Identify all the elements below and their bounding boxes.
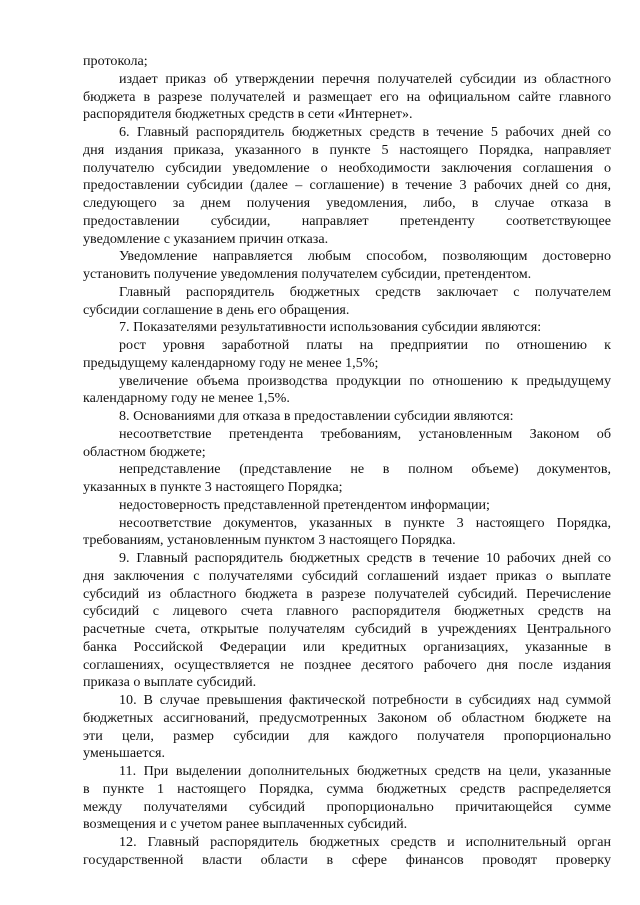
text-line: требованиям, установленным пунктом 3 настоящего Порядка. xyxy=(83,532,456,549)
text-line: 12. Главный распорядитель бюджетных средств и исполнительный орган xyxy=(119,834,611,850)
text-line: 6. Главный распорядитель бюджетных средств в течение 5 рабочих дней со xyxy=(119,124,611,140)
text-line: протокола; xyxy=(83,53,148,69)
text-line: государственной власти области в сфере финансов проводят проверку xyxy=(83,851,611,868)
text-line: предоставлении субсидии (далее – соглашение) в течение 3 рабочих дней со дня, xyxy=(83,177,611,194)
text-line: 11. При выделении дополнительных бюджетных средств на цели, указанные xyxy=(119,763,611,779)
text-line: распорядителя бюджетных средств в сети «Интернет». xyxy=(83,106,413,123)
text-line: получателю субсидии уведомление о необходимости заключения соглашения о xyxy=(83,159,611,176)
text-line: предоставлении субсидии, направляет претенденту соответствующее xyxy=(83,212,611,229)
paragraph xyxy=(83,71,611,124)
text-line: 9. Главный распорядитель бюджетных средств в течение 10 рабочих дней со xyxy=(119,550,611,566)
text-line: Главный распорядитель бюджетных средств заключает с получателем xyxy=(119,283,611,300)
paragraph xyxy=(83,763,611,834)
paragraph xyxy=(83,834,611,870)
paragraph xyxy=(83,53,611,71)
text-line: календарному году не менее 1,5%. xyxy=(83,390,290,407)
text-line: субсидий из областного бюджета в разрезе получателей субсидий. Перечисление xyxy=(83,585,611,602)
text-line: установить получение уведомления получателем субсидии, претендентом. xyxy=(83,266,532,282)
paragraph xyxy=(83,692,611,763)
paragraph xyxy=(83,319,611,337)
text-line: субсидий с лицевого счета главного распорядителя бюджетных средств на xyxy=(83,603,611,620)
text-line: бюджетных ассигнований, предусмотренных Законом об областном бюджете на xyxy=(83,709,611,726)
text-line: эти цели, размер субсидии для каждого получателя пропорционально xyxy=(83,727,611,744)
text-line: непредставление (представление не в полном объеме) документов, xyxy=(119,461,611,478)
paragraph xyxy=(83,124,611,248)
paragraph xyxy=(83,515,611,551)
text-line: возмещения и с учетом ранее выплаченных субсидий. xyxy=(83,816,408,833)
text-line: уведомление с указанием причин отказа. xyxy=(83,230,329,247)
text-line: дня заключения с получателями субсидий соглашений издает приказ о выплате xyxy=(83,567,611,584)
text-line: субсидии соглашение в день его обращения. xyxy=(83,301,350,318)
text-line: увеличение объема производства продукции по отношению к предыдущему xyxy=(119,372,611,389)
text-line: издает приказ об утверждении перечня получателей субсидии из областного xyxy=(119,70,611,87)
paragraph xyxy=(83,426,611,462)
text-line: следующего за днем получения уведомления, либо, в случае отказа в xyxy=(83,195,611,211)
text-line: уменьшается. xyxy=(83,745,165,762)
text-line: несоответствие претендента требованиям, установленным Законом об xyxy=(119,425,611,442)
text-line: приказа о выплате субсидий. xyxy=(83,674,257,691)
text-line: 7. Показателями результативности использования субсидии являются: xyxy=(119,319,542,336)
text-line: Уведомление направляется любым способом, позволяющим достоверно xyxy=(119,248,611,265)
text-line: бюджета в разрезе получателей и размещает его на официальном сайте главного xyxy=(83,88,611,105)
paragraph xyxy=(83,497,611,515)
text-line: недостоверность представленной претендентом информации; xyxy=(119,496,490,513)
document-body xyxy=(83,53,611,870)
paragraph xyxy=(83,461,611,497)
text-line: предыдущему календарному году не менее 1,5%; xyxy=(83,354,379,371)
text-line: рост уровня заработной платы на предприятии по отношению к xyxy=(119,337,611,353)
text-line: в пункте 1 настоящего Порядка, сумма бюджетных средств распределяется xyxy=(83,780,611,797)
paragraph xyxy=(83,248,611,284)
text-line: областном бюджете; xyxy=(83,443,206,460)
text-line: несоответствие документов, указанных в пункте 3 настоящего Порядка, xyxy=(119,514,611,531)
paragraph xyxy=(83,550,611,692)
text-line: соглашениях, осуществляется не позднее десятого рабочего дня после издания xyxy=(83,656,611,673)
paragraph xyxy=(83,408,611,426)
paragraph xyxy=(83,337,611,373)
text-line: 8. Основаниями для отказа в предоставлении субсидии являются: xyxy=(119,408,514,424)
paragraph xyxy=(83,373,611,409)
text-line: указанных в пункте 3 настоящего Порядка; xyxy=(83,479,343,495)
text-line: дня издания приказа, указанного в пункте 5 настоящего Порядка, направляет xyxy=(83,141,611,158)
text-line: между получателями субсидий пропорционально причитающейся сумме xyxy=(83,798,611,815)
text-line: банка Российской Федерации или кредитных организациях, указанные в xyxy=(83,638,611,655)
text-line: расчетные счета, открытые получателям субсидий в учреждениях Центрального xyxy=(83,621,611,637)
paragraph xyxy=(83,284,611,320)
text-line: 10. В случае превышения фактической потребности в субсидиях над суммой xyxy=(119,692,611,708)
